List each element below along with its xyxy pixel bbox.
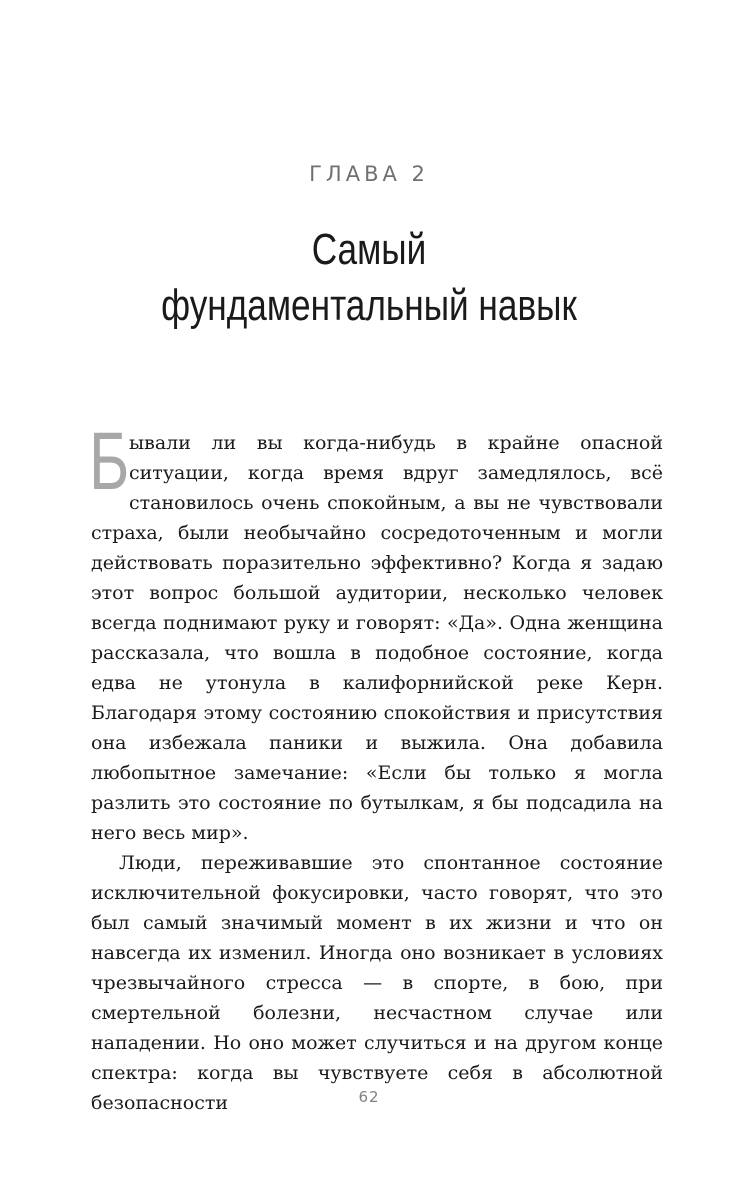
chapter-title	[74, 222, 664, 334]
drop-cap: Б	[89, 416, 130, 507]
chapter-title-line-2: фундаментальный навык	[161, 281, 577, 330]
paragraph-1	[89, 416, 663, 848]
page-number: 62	[358, 1088, 380, 1106]
paragraph-2: Люди, переживавшие это спонтанное состояние исключительной фокусировки, часто говорят, что это был самый значимый момент в их жизни и что он навсегда их изменил. Иногда оно возникает в условиях чрезвычайного стресса — в спорте, в бою, при смертельной болезни, несчастном случае или нападении. Но оно может случиться и на другом конце спектра: когда вы чувствуете себя в абсолютной безопасности	[91, 852, 663, 1114]
body-text	[89, 416, 663, 1118]
chapter-title-line-1: Самый	[311, 225, 427, 274]
paragraph-1-text: ывали ли вы когда-нибудь в крайне опасной ситуации, когда время вдруг замедлялось, всё становилось очень спокойным, а вы не чувствовали страха, были необычайно сосредоточенным и могли действовать поразительно эффективно? Когда я задаю этот вопрос большой аудитории, несколько человек всегда поднимают руку и говорят: «Да». Одна женщина рассказала, что вошла в подобное состояние, когда едва не утонула в калифорнийской реке Керн. Благодаря этому состоянию спокойствия и присутствия она избежала паники и выжила. Она добавила любопытное замечание: «Если бы только я могла разлить это состояние по бутылкам, я бы подсадила на него весь мир».	[91, 432, 663, 844]
chapter-label: ГЛАВА 2	[309, 162, 429, 186]
